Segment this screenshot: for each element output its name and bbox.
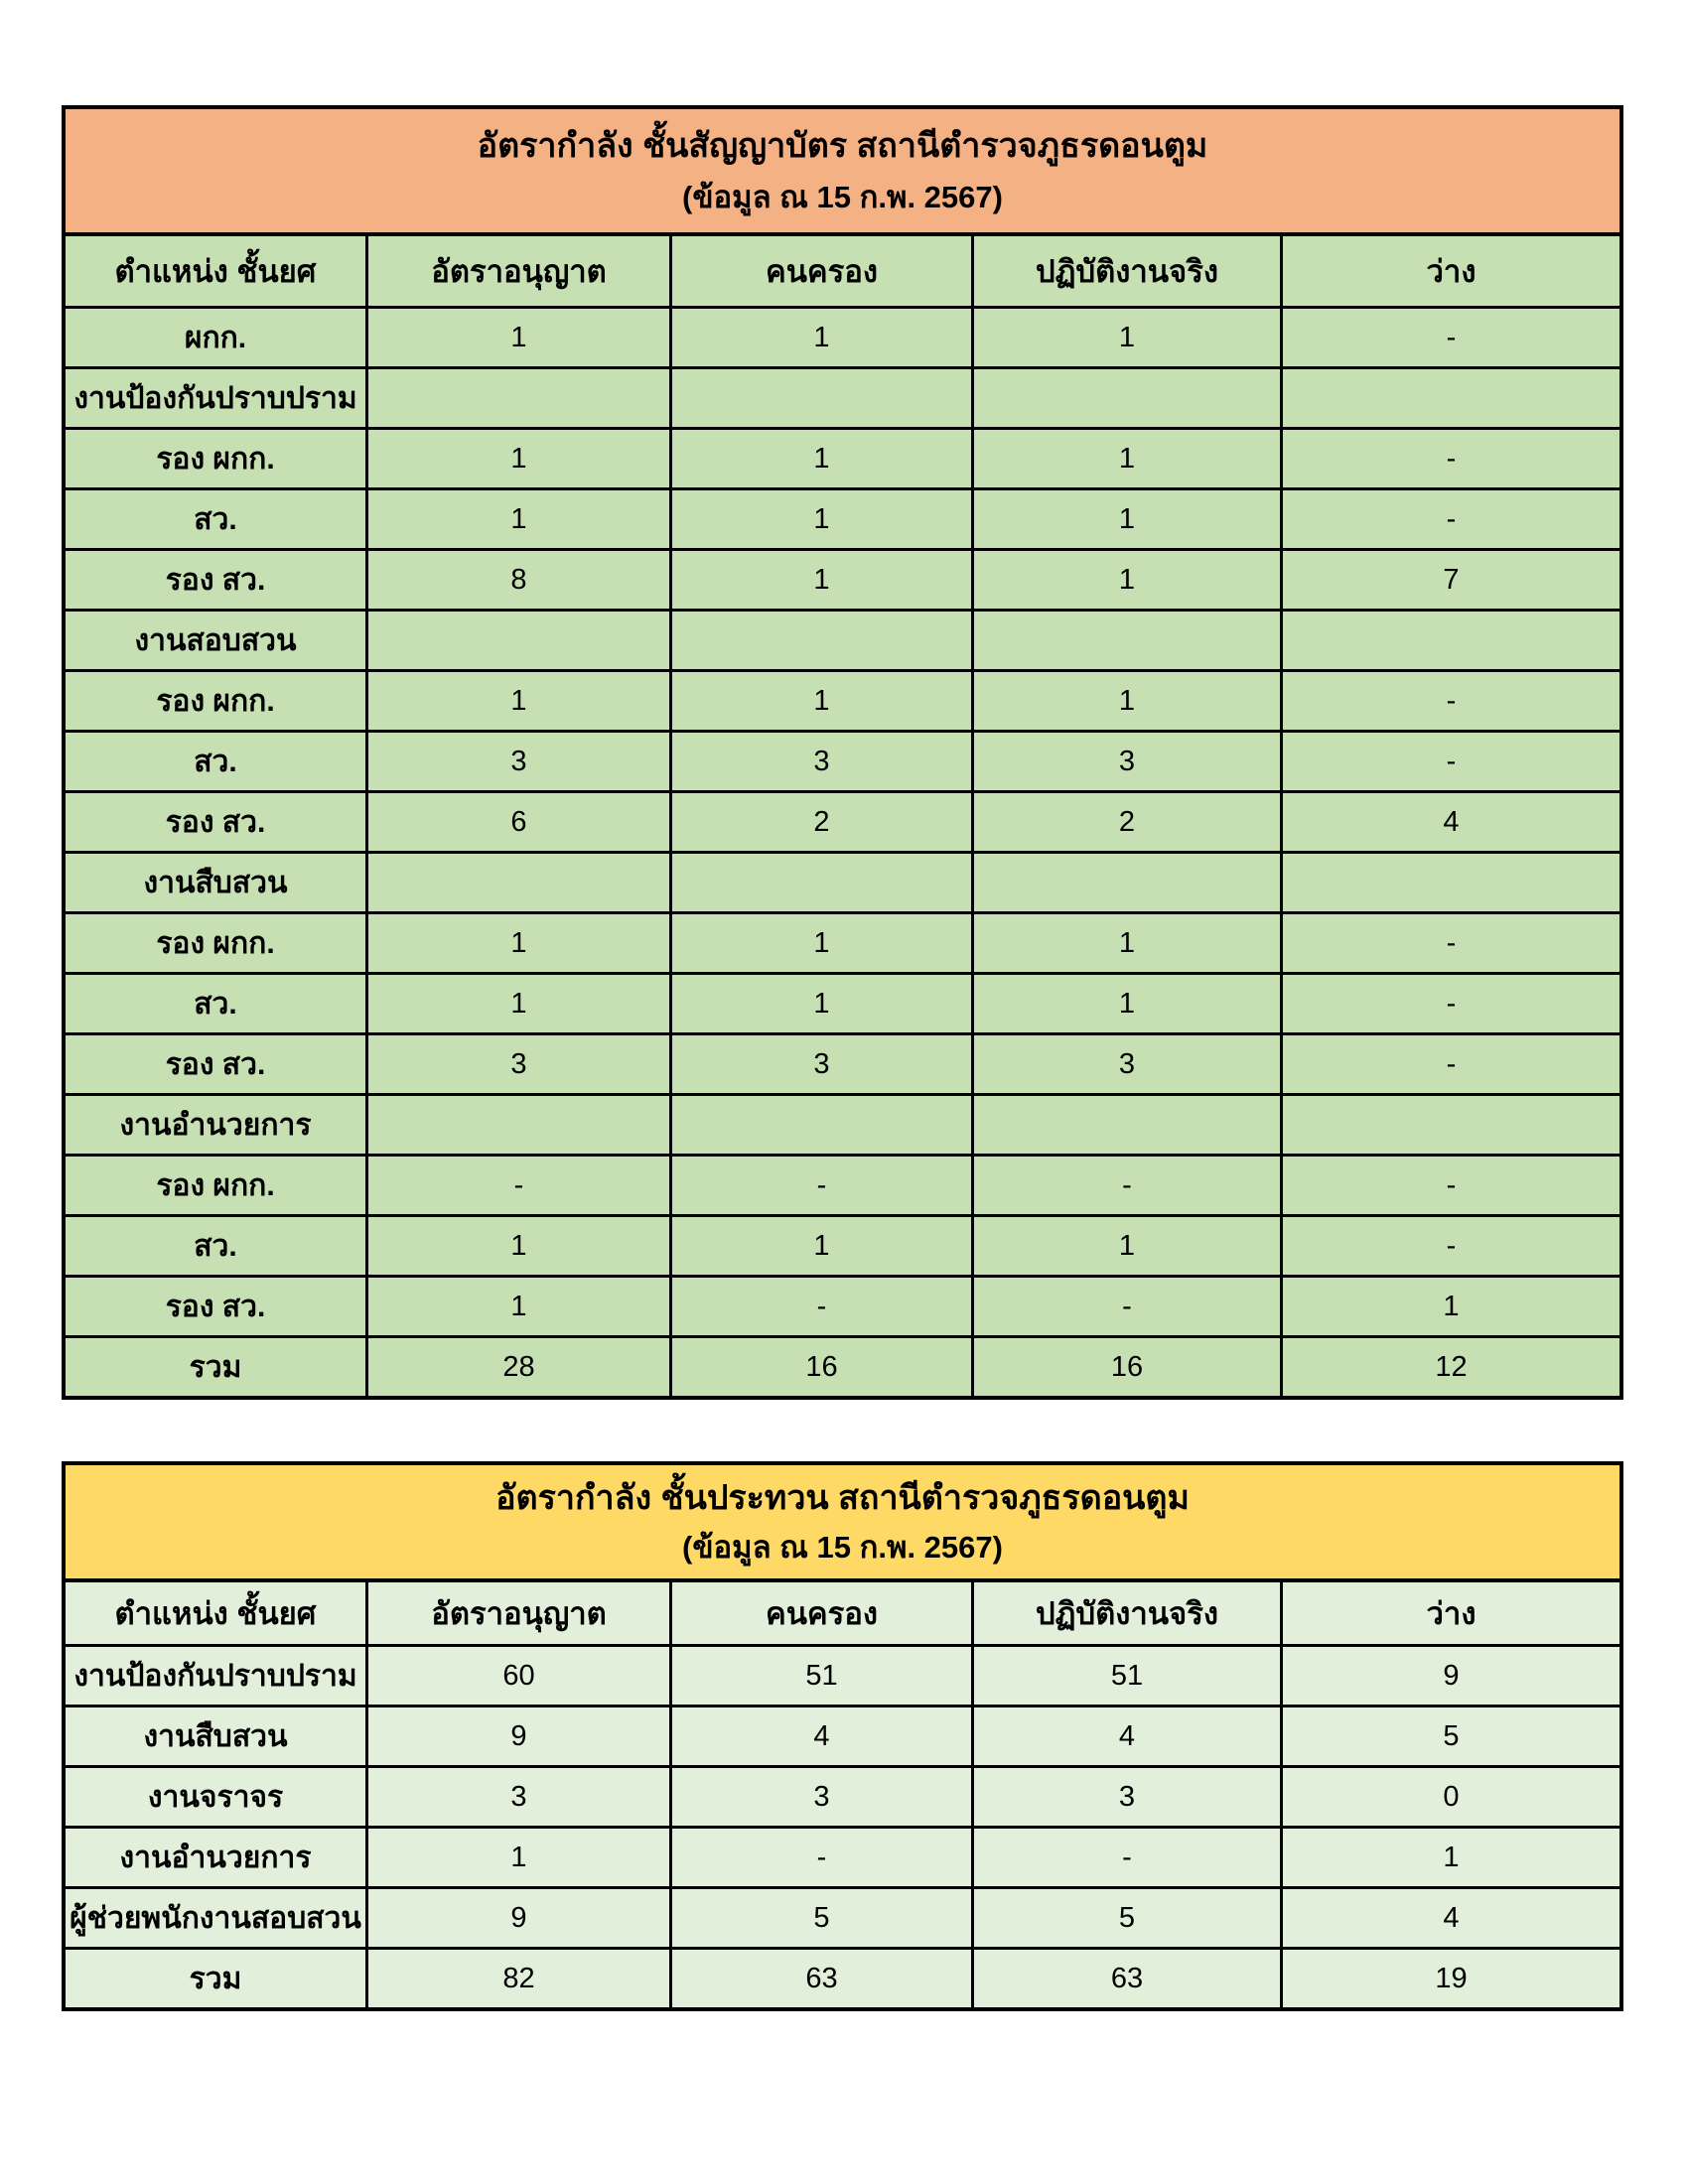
column-header-actual: ปฏิบัติงานจริง [971, 1582, 1280, 1644]
table-row [66, 730, 1619, 790]
column-header-position: ตำแหน่ง ชั้นยศ [114, 254, 317, 289]
cell-value: 28 [365, 1338, 669, 1396]
cell-value: 9 [1280, 1647, 1619, 1705]
cell-value: - [971, 1278, 1280, 1335]
cell-value: 4 [1280, 1889, 1619, 1947]
cell-value: 1 [365, 914, 669, 972]
cell-value: - [1280, 1157, 1619, 1214]
row-label: สว. [194, 1229, 237, 1263]
cell-value: 1 [365, 309, 669, 366]
cell-value [971, 612, 1280, 669]
cell-value: 2 [669, 793, 971, 851]
table-row [66, 1826, 1619, 1886]
row-label: สว. [194, 745, 237, 778]
row-label: งานสอบสวน [134, 623, 297, 657]
table-row [66, 1214, 1619, 1275]
cell-value: 1 [971, 309, 1280, 366]
cell-value: 2 [971, 793, 1280, 851]
row-label: สว. [194, 502, 237, 536]
cell-value [365, 854, 669, 911]
row-label: รอง สว. [165, 563, 266, 597]
cell-value: 3 [971, 1768, 1280, 1826]
row-label: รอง ผกก. [156, 926, 275, 960]
row-label: งานจราจร [147, 1780, 284, 1814]
cell-value [1280, 612, 1619, 669]
cell-value: 63 [971, 1950, 1280, 2007]
cell-value: 1 [365, 1217, 669, 1275]
cell-value: 3 [971, 1035, 1280, 1093]
cell-value [971, 369, 1280, 427]
cell-value: 51 [971, 1647, 1280, 1705]
cell-value: 1 [365, 1278, 669, 1335]
column-header-occupied: คนครอง [669, 236, 971, 306]
header-row [66, 236, 1619, 306]
cell-value: 3 [365, 1035, 669, 1093]
cell-value: 1 [365, 490, 669, 548]
cell-value: - [1280, 309, 1619, 366]
table-row [66, 1032, 1619, 1093]
cell-value: 1 [971, 430, 1280, 487]
cell-value: 1 [1280, 1278, 1619, 1335]
cell-value: 4 [669, 1707, 971, 1765]
table-row [66, 427, 1619, 487]
cell-value [365, 612, 669, 669]
cell-value: 1 [971, 551, 1280, 609]
row-label: รอง ผกก. [156, 1168, 275, 1202]
row-label: งานป้องกันปราบปราม [73, 1659, 357, 1693]
column-header-position: ตำแหน่ง ชั้นยศ [114, 1596, 317, 1631]
column-header-occupied: คนครอง [669, 1582, 971, 1644]
cell-value: - [669, 1157, 971, 1214]
cell-value [669, 1096, 971, 1154]
cell-value: 8 [365, 551, 669, 609]
table-row [66, 1644, 1619, 1705]
cell-value [669, 854, 971, 911]
cell-value: - [971, 1157, 1280, 1214]
cell-value: 1 [365, 1829, 669, 1886]
table-row [66, 669, 1619, 730]
row-label: รอง ผกก. [156, 684, 275, 718]
cell-value: 1 [669, 672, 971, 730]
table-subtitle: (ข้อมูล ณ 15 ก.พ. 2567) [682, 1529, 1003, 1565]
column-header-authorized: อัตราอนุญาต [365, 1582, 669, 1644]
cell-value: 51 [669, 1647, 971, 1705]
cell-value: 60 [365, 1647, 669, 1705]
row-label: งานอำนวยการ [119, 1841, 312, 1874]
cell-value: 3 [365, 1768, 669, 1826]
cell-value [669, 369, 971, 427]
row-label: รอง ผกก. [156, 442, 275, 476]
table-row [66, 306, 1619, 366]
table-body [66, 306, 1619, 1396]
table-row [66, 972, 1619, 1032]
cell-value [1280, 854, 1619, 911]
table-row [66, 548, 1619, 609]
cell-value: 12 [1280, 1338, 1619, 1396]
table-row [66, 1886, 1619, 1947]
column-header-vacant: ว่าง [1280, 236, 1619, 306]
table-row [66, 790, 1619, 851]
cell-value: - [1280, 914, 1619, 972]
cell-value: 3 [669, 1768, 971, 1826]
cell-value: 4 [971, 1707, 1280, 1765]
cell-value: - [1280, 672, 1619, 730]
cell-value: - [971, 1829, 1280, 1886]
cell-value: 3 [669, 1035, 971, 1093]
cell-value: - [669, 1829, 971, 1886]
cell-value: - [1280, 1035, 1619, 1093]
table-body [66, 1644, 1619, 2007]
table-row [66, 911, 1619, 972]
cell-value: - [1280, 430, 1619, 487]
row-label: รอง สว. [165, 1290, 266, 1323]
total-row [66, 1947, 1619, 2007]
cell-value: 5 [1280, 1707, 1619, 1765]
table-subtitle: (ข้อมูล ณ 15 ก.พ. 2567) [682, 180, 1003, 215]
table-row [66, 1765, 1619, 1826]
cell-value: 9 [365, 1889, 669, 1947]
section-row [66, 366, 1619, 427]
column-header-actual: ปฏิบัติงานจริง [971, 236, 1280, 306]
row-label: ผกก. [184, 321, 247, 354]
row-label: รวม [189, 1350, 242, 1384]
cell-value: 5 [971, 1889, 1280, 1947]
cell-value: 19 [1280, 1950, 1619, 2007]
cell-value: 1 [669, 551, 971, 609]
nco-table [62, 1461, 1623, 2011]
cell-value: 4 [1280, 793, 1619, 851]
section-row [66, 609, 1619, 669]
cell-value: 1 [669, 914, 971, 972]
row-label: งานสืบสวน [143, 866, 288, 899]
table-title: อัตรากำลัง ชั้นสัญญาบัตร สถานีตำรวจภูธรดอนตูม [477, 126, 1208, 165]
cell-value: 7 [1280, 551, 1619, 609]
cell-value: 3 [365, 733, 669, 790]
cell-value: 16 [971, 1338, 1280, 1396]
cell-value: 1 [365, 975, 669, 1032]
cell-value [971, 1096, 1280, 1154]
section-row [66, 1093, 1619, 1154]
cell-value: 0 [1280, 1768, 1619, 1826]
cell-value: - [1280, 975, 1619, 1032]
cell-value: 1 [971, 914, 1280, 972]
commissioned-officers-table [62, 105, 1623, 1400]
cell-value: - [1280, 490, 1619, 548]
row-label: งานป้องกันปราบปราม [73, 381, 357, 415]
cell-value: 16 [669, 1338, 971, 1396]
cell-value: 82 [365, 1950, 669, 2007]
row-label: รวม [189, 1962, 242, 1995]
cell-value: 1 [1280, 1829, 1619, 1886]
cell-value [1280, 1096, 1619, 1154]
cell-value [365, 369, 669, 427]
cell-value: 1 [669, 1217, 971, 1275]
cell-value: 1 [365, 430, 669, 487]
table-title: อัตรากำลัง ชั้นประทวน สถานีตำรวจภูธรดอนตูม [495, 1479, 1190, 1518]
cell-value: 1 [669, 975, 971, 1032]
cell-value: - [365, 1157, 669, 1214]
section-row [66, 851, 1619, 911]
table-row [66, 1275, 1619, 1335]
cell-value: - [1280, 1217, 1619, 1275]
cell-value [971, 854, 1280, 911]
header-row [66, 1582, 1619, 1644]
table-row [66, 487, 1619, 548]
row-label: รอง สว. [165, 1047, 266, 1081]
column-header-vacant: ว่าง [1280, 1582, 1619, 1644]
row-label: งานสืบสวน [143, 1719, 288, 1753]
table-row [66, 1154, 1619, 1214]
cell-value: 63 [669, 1950, 971, 2007]
cell-value: 1 [669, 490, 971, 548]
cell-value: 1 [669, 309, 971, 366]
cell-value: - [669, 1278, 971, 1335]
total-row [66, 1335, 1619, 1396]
row-label: ผู้ช่วยพนักงานสอบสวน [70, 1901, 361, 1935]
cell-value: 9 [365, 1707, 669, 1765]
cell-value [669, 612, 971, 669]
cell-value: - [1280, 733, 1619, 790]
cell-value: 5 [669, 1889, 971, 1947]
table-title-block [66, 1465, 1619, 1582]
cell-value: 1 [971, 975, 1280, 1032]
table-title-block [66, 109, 1619, 236]
cell-value: 1 [971, 490, 1280, 548]
cell-value: 1 [365, 672, 669, 730]
cell-value [365, 1096, 669, 1154]
cell-value: 1 [971, 672, 1280, 730]
row-label: งานอำนวยการ [119, 1108, 312, 1142]
row-label: สว. [194, 987, 237, 1021]
cell-value [1280, 369, 1619, 427]
cell-value: 3 [669, 733, 971, 790]
cell-value: 1 [669, 430, 971, 487]
cell-value: 1 [971, 1217, 1280, 1275]
table-row [66, 1705, 1619, 1765]
cell-value: 3 [971, 733, 1280, 790]
cell-value: 6 [365, 793, 669, 851]
row-label: รอง สว. [165, 805, 266, 839]
column-header-authorized: อัตราอนุญาต [365, 236, 669, 306]
